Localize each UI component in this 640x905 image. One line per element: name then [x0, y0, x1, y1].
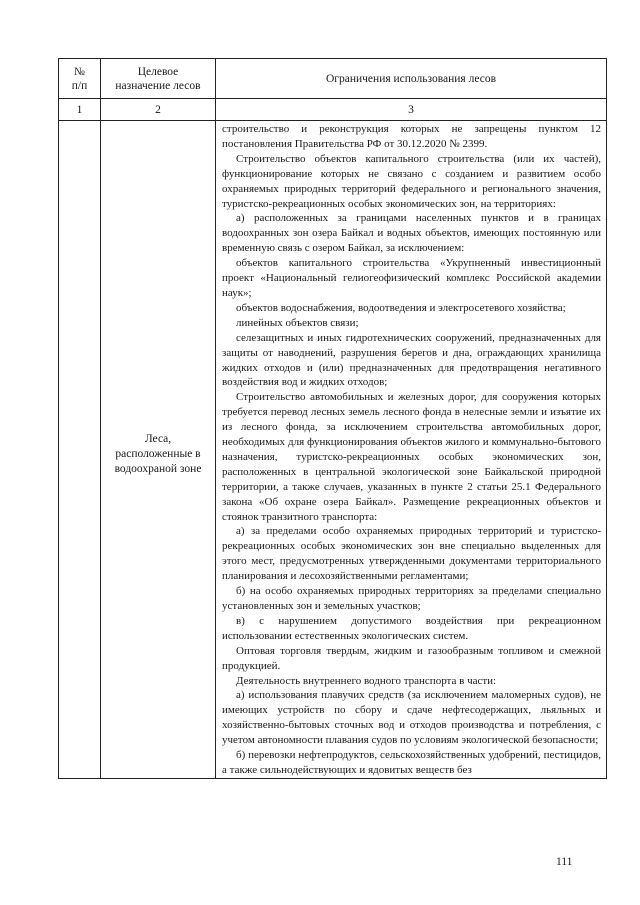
column-number-row [59, 99, 607, 121]
restriction-paragraph-11: в) с нарушением допустимого воздействия при рекреационном использовании естественных экологических систем. [222, 614, 601, 642]
restriction-paragraph-3: а) расположенных за границами населенных пунктов и в границах водоохранных зон озера Байкал и водных объектов, имеющих постоянную или временную связь с озером Байкал, за исключением: [222, 212, 601, 255]
restriction-paragraph-4: объектов капитального строительства «Укрупненный инвестиционный проект «Национальный гелиогеофизический комплекс Российской академии наук»; [222, 257, 601, 299]
table-row [59, 121, 607, 779]
restriction-paragraph-8: Строительство автомобильных и железных дорог, для сооружения которых требуется перевод лесных земель лесного фонда в нелесные земли и изъятие их из лесного фонда, за исключением строительства автомобильных дорог, необходимых для функционирования объектов жилого и коммунально-бытового назначения, туристско-рекреационных особых экономических зон, расположенных в центральной экологической зоне Байкальской природной территории, а также случаев, указанных в пункте 2 статьи 25.1 Федерального закона «Об охране озера Байкал». Размещение рекреационных объектов и стоянок транзитного транспорта: [222, 391, 601, 523]
purpose-cell [101, 121, 216, 779]
page-number: 111 [556, 856, 573, 868]
restriction-paragraph-9: а) за пределами особо охраняемых природных территорий и туристско-рекреационных особых экономических зон вне специально выделенных для этого мест, предусмотренных утвержденными документами территориального планирования и лесохозяйственными регламентами; [222, 525, 601, 583]
restriction-paragraph-10: б) на особо охраняемых природных территориях за пределами специально установленных зон и земельных участков; [222, 585, 601, 612]
restriction-paragraph-14: а) использования плавучих средств (за исключением маломерных судов), не имеющих устройств по сбору и сдаче нефтесодержащих, льяльных и хозяйственно-бытовых сточных вод и отходов производства и потребления, с учетом автономности плавания судов по условиям экологической безопасности; [222, 689, 601, 747]
column-number-2: 2 [101, 99, 216, 121]
restriction-paragraph-12: Оптовая торговля твердым, жидким и газообразным топливом и смежной продукцией. [222, 644, 601, 672]
header-purpose [101, 59, 216, 99]
header-number [59, 59, 101, 99]
restriction-paragraph-13: Деятельность внутреннего водного транспорта в части: [236, 674, 497, 687]
header-restrictions [216, 59, 607, 99]
header-number-text: № п/п [71, 65, 88, 92]
restriction-paragraph-1: строительство и реконструкция которых не запрещены пунктом 12 постановления Правительства РФ от 30.12.2020 № 2399. [222, 123, 601, 150]
header-row [59, 59, 607, 99]
restriction-paragraph-15: б) перевозки нефтепродуктов, сельскохозяйственных удобрений, пестицидов, а также сильнодействующих и ядовитых веществ без [222, 749, 601, 776]
restriction-paragraph-6: линейных объектов связи; [236, 316, 359, 329]
column-number-1: 1 [59, 99, 101, 121]
restrictions-table [58, 58, 607, 779]
restriction-paragraph-5: объектов водоснабжения, водоотведения и электросетевого хозяйства; [236, 301, 566, 314]
restriction-paragraph-2: Строительство объектов капитального строительства (или их частей), функционирование которых не связано с созданием и развитием особо охраняемых природных территорий федерального и регионального значения, туристско-рекреационных особых экономических зон, на территориях: [222, 152, 601, 210]
header-purpose-text: Целевое назначение лесов [115, 65, 201, 92]
row-number-cell [59, 121, 101, 779]
restrictions-cell [216, 121, 607, 779]
column-number-3: 3 [216, 99, 607, 121]
restriction-paragraph-7: селезащитных и иных гидротехнических сооружений, предназначенных для защиты от наводнений, разрушения берегов и дна, ограждающих хранилища жидких отходов и (или) предназначенных для предотвращения негативного воздействия вод и жидких отходов; [222, 331, 601, 389]
header-restrictions-text: Ограничения использования лесов [325, 72, 497, 85]
purpose-text: Леса, расположенные в водоохраной зоне [114, 432, 202, 475]
